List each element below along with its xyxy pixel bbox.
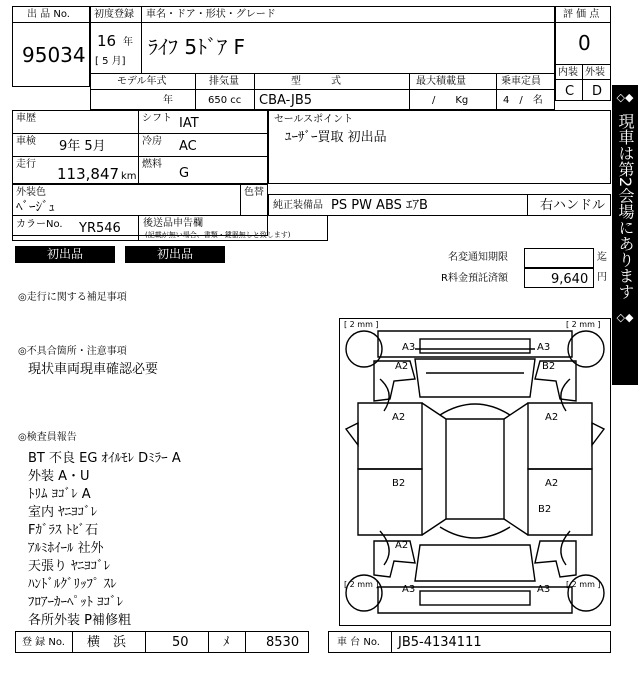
reg-kana: ﾒ — [223, 635, 230, 650]
reg-number-cell — [245, 631, 309, 653]
front-right-fender-mark: B2 — [542, 361, 556, 372]
sales-point-text: ﾕｰｻﾞｰ買取 初出品 — [285, 130, 387, 145]
reg-label-cell — [15, 631, 73, 653]
inspector-lines — [28, 447, 308, 627]
steering-value: 右ハンドル — [540, 198, 606, 213]
max-load-cell — [409, 89, 497, 110]
inspector-line: 外装 A・U — [28, 469, 90, 484]
reg-number: 8530 — [266, 635, 300, 650]
shift-label: シフト — [142, 113, 172, 124]
sales-point-cell — [268, 110, 611, 184]
genuine-equipment-cell — [268, 194, 528, 216]
reg-month: [ 5 月] — [95, 56, 126, 67]
first-reg-cell — [90, 22, 142, 74]
color-change-label: 色替 — [244, 187, 264, 198]
displacement-value: 650 cc — [208, 95, 242, 106]
inspector-line: BT 不良 EG ｵｲﾙﾓﾚ Dﾐﾗｰ A — [28, 451, 181, 466]
reg-year-unit: 年 — [123, 37, 133, 48]
inspector-title: ◎検査員報告 — [18, 432, 77, 443]
model-year-label: モデル年式 — [117, 76, 167, 87]
venue-banner — [612, 85, 638, 385]
exterior-color-cell — [12, 184, 241, 216]
name-change-label: 名変通知期限 — [448, 252, 508, 263]
reg-class-cell — [145, 631, 209, 653]
rear-left-quarter-mark: A2 — [395, 540, 409, 551]
exterior-label: 外装 — [585, 67, 605, 78]
displacement-cell — [195, 89, 255, 110]
rear-right-quarter-mark: B2 — [538, 504, 552, 515]
score-value: 0 — [578, 31, 591, 55]
first-listing-tag: 初出品 — [15, 246, 115, 263]
reg-area-cell — [72, 631, 146, 653]
inspection-label: 車検 — [16, 136, 36, 147]
reg-area: 横 浜 — [87, 635, 127, 650]
reg-kana-cell — [208, 631, 246, 653]
fuel-value: G — [179, 166, 190, 181]
tire-depth-front-left: [ 2 mm ] — [344, 320, 379, 329]
type-label-cell — [254, 73, 410, 90]
first-reg-label-cell — [90, 6, 142, 23]
inspection-value: 9年 5月 — [59, 139, 106, 154]
inspector-line: ﾄﾘﾑ ﾖｺﾞﾚ A — [28, 487, 91, 502]
mileage-unit: km — [121, 171, 137, 182]
front-left-fender-mark: A2 — [395, 361, 409, 372]
inspection-cell — [12, 133, 139, 157]
inspector-line: ﾊﾝﾄﾞﾙｸﾞﾘｯﾌﾟ ｽﾚ — [28, 577, 117, 592]
inspector-line: 室内 ﾔﾆﾖｺﾞﾚ — [28, 505, 98, 520]
mileage-value: 113,847 — [57, 165, 120, 183]
lot-number: 95034 — [22, 43, 86, 67]
tire-depth-rear-right: [ 2 mm ] — [566, 580, 601, 589]
type-label: 型 式 — [291, 76, 341, 87]
inspector-line: Fｶﾞﾗｽ ﾄﾋﾞ石 — [28, 523, 99, 538]
banner-bottom-mark: ◇◆ — [616, 311, 634, 325]
banner-text: 現車は第2会場にあります — [616, 113, 635, 300]
capacity-cell — [496, 89, 555, 110]
car-name-label-cell — [141, 6, 555, 23]
rear-right-door-mark: A2 — [545, 478, 559, 489]
aftermarket-note: (記載が無い場合、書類・鍵器無しと致します) — [145, 231, 291, 239]
interior-grade: C — [565, 84, 575, 99]
genuine-equipment-value: PS PW ABS ｴｱB — [331, 198, 428, 213]
model-year-cell — [90, 89, 196, 110]
name-change-suffix: 迄 — [597, 252, 607, 263]
banner-top-mark: ◇◆ — [616, 91, 634, 104]
inspector-line: 天張り ﾔﾆﾖｺﾞﾚ — [28, 559, 111, 574]
car-name-label: 車名・ドア・形状・グレード — [146, 9, 276, 20]
score-label: 評 価 点 — [563, 9, 600, 20]
rear-bumper-left-mark: A3 — [402, 584, 416, 595]
rear-bumper-right-mark: A3 — [537, 584, 551, 595]
front-bumper-right-mark: A3 — [537, 342, 551, 353]
front-bumper-left-mark: A3 — [402, 342, 416, 353]
sales-point-label: セールスポイント — [274, 114, 354, 125]
fuel-cell — [138, 156, 268, 184]
interior-grade-cell — [555, 79, 583, 101]
aircon-cell — [138, 133, 268, 157]
first-listing-tag: 初出品 — [125, 246, 225, 263]
type-value: CBA-JB5 — [259, 93, 313, 108]
max-load-label-cell — [409, 73, 497, 90]
lot-label: 出 品 No. — [27, 9, 70, 20]
color-no-cell — [12, 215, 139, 241]
car-name: ﾗｲﾌ 5ﾄﾞｱ F — [148, 35, 245, 59]
color-change-cell — [240, 184, 268, 216]
exterior-label-cell — [582, 64, 611, 80]
lot-label-cell — [12, 6, 90, 23]
interior-label: 内装 — [558, 67, 578, 78]
chassis-label-cell — [328, 631, 392, 653]
type-cell — [254, 89, 410, 110]
color-no-label: カラーNo. — [16, 219, 63, 230]
damage-diagram — [339, 318, 611, 626]
chassis-no: JB5-4134111 — [398, 635, 482, 650]
steering-cell — [527, 194, 611, 216]
model-year-label-cell — [90, 73, 196, 90]
recycle-unit: 円 — [597, 272, 607, 283]
displacement-label: 排気量 — [209, 76, 239, 87]
genuine-equipment-label: 純正装備品 — [273, 200, 323, 211]
model-year-unit: 年 — [163, 95, 173, 106]
chassis-no-cell — [391, 631, 611, 653]
name-change-field — [524, 248, 594, 268]
front-right-door-mark: A2 — [545, 412, 559, 423]
recycle-value: 9,640 — [551, 272, 589, 287]
chassis-label: 車 台 No. — [337, 637, 380, 648]
capacity-label-cell — [496, 73, 555, 90]
recycle-field — [524, 268, 594, 288]
supplement-title: ◎走行に関する補足事項 — [18, 292, 127, 303]
exterior-grade-cell — [582, 79, 611, 101]
front-left-door-mark: A2 — [392, 412, 406, 423]
aftermarket-label: 後送品申告欄 — [143, 218, 203, 229]
defect-title: ◎不具合箇所・注意事項 — [18, 346, 127, 357]
inspector-line: 各所外装 P補修粗 — [28, 613, 131, 628]
aircon-value: AC — [179, 139, 197, 154]
defect-text: 現状車両現車確認必要 — [28, 362, 159, 377]
aircon-label: 冷房 — [142, 136, 162, 147]
max-load-label: 最大積載量 — [416, 76, 466, 87]
capacity-value: 4 / 名 — [503, 95, 543, 106]
max-load-value: / Kg — [432, 95, 469, 106]
history-label: 車歴 — [16, 113, 36, 124]
exterior-color-value: ﾍﾞｰｼﾞｭ — [16, 200, 55, 215]
first-reg-label: 初度登録 — [94, 9, 134, 20]
exterior-grade: D — [592, 84, 603, 99]
history-cell — [12, 110, 139, 134]
color-no-value: YR546 — [79, 221, 121, 236]
aftermarket-cell — [138, 215, 328, 241]
reg-class: 50 — [172, 635, 189, 650]
lot-number-cell — [12, 22, 90, 87]
car-name-cell — [141, 22, 555, 74]
score-cell — [555, 22, 611, 65]
exterior-color-label: 外装色 — [16, 187, 46, 198]
rear-left-door-mark: B2 — [392, 478, 406, 489]
tire-depth-rear-left: [ 2 mm ] — [344, 580, 379, 589]
inspector-line: ﾌﾛｱｰｶｰﾍﾟｯﾄ ﾖｺﾞﾚ — [28, 595, 124, 610]
shift-cell — [138, 110, 268, 134]
fuel-label: 燃料 — [142, 159, 162, 170]
score-label-cell — [555, 6, 611, 23]
reg-year: 16 — [97, 32, 117, 50]
interior-label-cell — [555, 64, 583, 80]
tire-depth-front-right: [ 2 mm ] — [566, 320, 601, 329]
capacity-label: 乗車定員 — [501, 76, 541, 87]
inspector-line: ｱﾙﾐﾎｲｰﾙ 社外 — [28, 541, 104, 556]
displacement-label-cell — [195, 73, 255, 90]
shift-value: IAT — [179, 116, 199, 131]
recycle-label: R料金預託済額 — [441, 273, 508, 284]
reg-label: 登 録 No. — [22, 637, 65, 648]
mileage-cell — [12, 156, 139, 184]
mileage-label: 走行 — [16, 159, 36, 170]
